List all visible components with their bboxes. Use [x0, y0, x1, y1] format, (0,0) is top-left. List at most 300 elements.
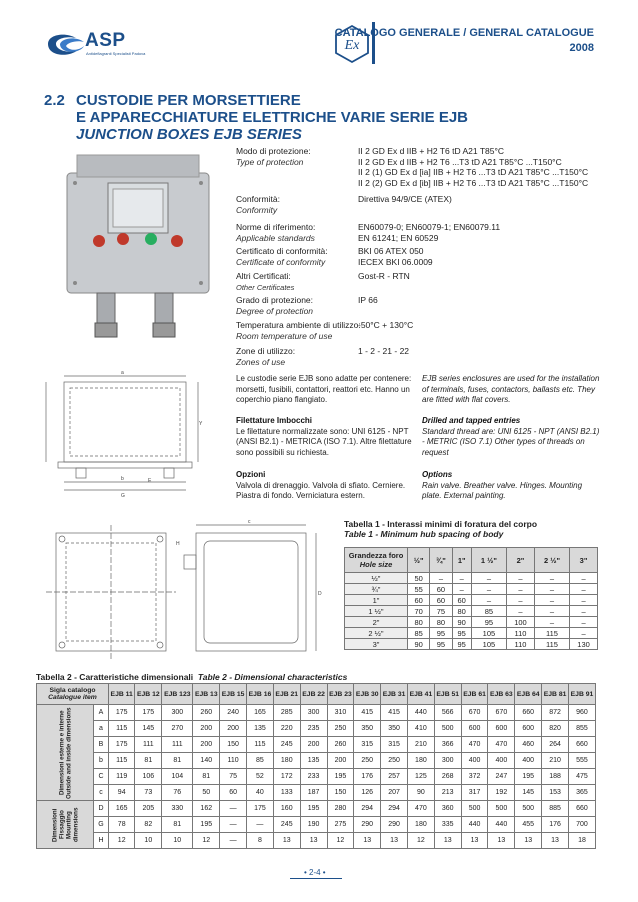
table2-col-header: EJB 61 — [461, 684, 488, 705]
table2-cell: 81 — [162, 817, 193, 833]
table2-cell: 365 — [568, 785, 595, 801]
section-title-2: E APPARECCHIATURE ELETTRICHE VARIE SERIE EJB — [76, 109, 468, 126]
table2-cell: 275 — [327, 817, 354, 833]
table2-cell: 500 — [488, 801, 515, 817]
table2-cell: 150 — [220, 737, 247, 753]
table2-cell: 13 — [354, 833, 381, 849]
table2-cell: 115 — [247, 737, 274, 753]
table2-cell: 257 — [381, 769, 408, 785]
table2-col-header: EJB 30 — [354, 684, 381, 705]
table2-cell: 366 — [434, 737, 461, 753]
table2-row — [37, 785, 596, 801]
table2-col-header: EJB 91 — [568, 684, 595, 705]
table2-row-key: G — [94, 817, 109, 833]
table2-cell: 670 — [488, 705, 515, 721]
table1-col-header: ¾" — [430, 548, 452, 573]
spec-label-other-cert: Altri Certificati: Other Certificates — [236, 271, 295, 292]
spec-values-certificate: BKI 06 ATEX 050 IECEX BKI 06.0009 — [358, 246, 433, 267]
table2-cell: 670 — [461, 705, 488, 721]
table1-cell: 110 — [507, 639, 535, 650]
table2-cell: 200 — [327, 753, 354, 769]
table1-col-header: 3" — [570, 548, 598, 573]
junction-box-photo — [63, 143, 213, 348]
table2-cell: 960 — [568, 705, 595, 721]
table1-cell: – — [507, 606, 535, 617]
table1-col-header: ½" — [408, 548, 430, 573]
table2-cell: 180 — [273, 753, 300, 769]
table2-cell: 145 — [135, 721, 162, 737]
drawing-label-d: D — [318, 591, 322, 597]
spec-label-certificate: Certificato di conformità: Certificate of conformity — [236, 246, 328, 267]
table2-col-header: EJB 13 — [193, 684, 220, 705]
table2-cell: 73 — [135, 785, 162, 801]
table2-cell: 555 — [568, 753, 595, 769]
table2-cell: 195 — [515, 769, 542, 785]
table2-title: Tabella 2 - Caratteristiche dimensionali Table 2 - Dimensional characteristics — [36, 672, 348, 682]
table2-cell: 111 — [135, 737, 162, 753]
table2-cell: 176 — [354, 769, 381, 785]
table2-cell: 500 — [461, 801, 488, 817]
table2-cell: 300 — [434, 753, 461, 769]
table2-cell: 315 — [354, 737, 381, 753]
table1-cell: 80 — [408, 617, 430, 628]
spec-value-zones: 1 - 2 - 21 - 22 — [358, 346, 410, 356]
table2-col-header: EJB 81 — [542, 684, 569, 705]
table2-cell: 60 — [220, 785, 247, 801]
hub-spacing-table — [344, 547, 598, 650]
table1-cell: 95 — [471, 617, 506, 628]
table2-col-header: EJB 21 — [273, 684, 300, 705]
table1-cell: – — [471, 595, 506, 606]
table1-col-header: 1 ½" — [471, 548, 506, 573]
table2-cell: 415 — [354, 705, 381, 721]
drawing-label-c: c — [248, 519, 251, 525]
table2-cell: 81 — [162, 753, 193, 769]
table2-col-header: EJB 16 — [247, 684, 274, 705]
table2-cell: 13 — [300, 833, 327, 849]
table2-col-header: EJB 63 — [488, 684, 515, 705]
intro-en: EJB series enclosures are used for the installation of terminals, fuses, contactors, ballasts etc. They are fitted with flat covers. — [422, 374, 600, 404]
table2-cell: 280 — [327, 801, 354, 817]
table1-cell: 105 — [471, 639, 506, 650]
table2-cell: 247 — [488, 769, 515, 785]
table1-cell: 95 — [430, 628, 452, 639]
table2-col-header: EJB 51 — [434, 684, 461, 705]
table1-cell: 95 — [452, 628, 471, 639]
table1-cell: 105 — [471, 628, 506, 639]
table2-cell: 566 — [434, 705, 461, 721]
table2-cell: 81 — [135, 753, 162, 769]
table2-cell: 135 — [300, 753, 327, 769]
catalog-title: CATALOGO GENERALE / GENERAL CATALOGUE — [334, 27, 594, 39]
table2-cell: 111 — [162, 737, 193, 753]
table2-cell: 90 — [407, 785, 434, 801]
table1-cell: – — [534, 584, 569, 595]
table1-row-header: 1" — [345, 595, 408, 606]
logo-text: ASP — [85, 30, 126, 51]
table1-row-header: 1 ½" — [345, 606, 408, 617]
table2-cell: 200 — [300, 737, 327, 753]
table2-cell: 187 — [300, 785, 327, 801]
table1-cell: 115 — [534, 639, 569, 650]
table1-cell: 60 — [452, 595, 471, 606]
dimensions-table — [36, 683, 596, 849]
table2-cell: 195 — [327, 769, 354, 785]
table2-cell: — — [220, 833, 247, 849]
table2-cell: 13 — [461, 833, 488, 849]
table2-cell: 175 — [135, 705, 162, 721]
table2-cell: 855 — [568, 721, 595, 737]
table1-row-header: ½" — [345, 573, 408, 584]
table2-cell: 176 — [542, 817, 569, 833]
table2-cell: 160 — [273, 801, 300, 817]
table2-col-header: EJB 64 — [515, 684, 542, 705]
intro-it: Le custodie serie EJB sono adatte per contenere: morsetti, fusibili, contattori, reattori etc. Hanno un coperchio piano flangiato. — [236, 374, 412, 404]
spec-label-conformity: Conformità: Conformity — [236, 194, 280, 215]
table1-cell: – — [570, 617, 598, 628]
table2-cell: 317 — [461, 785, 488, 801]
table2-cell: 315 — [381, 737, 408, 753]
table2-col-header: EJB 41 — [407, 684, 434, 705]
spec-value-conformity: Direttiva 94/9/CE (ATEX) — [358, 194, 452, 204]
table2-col-header: EJB 23 — [327, 684, 354, 705]
table2-cell: 245 — [273, 737, 300, 753]
table2-cell: 12 — [109, 833, 135, 849]
drawing-label-g: G — [121, 493, 125, 499]
table2-cell: 400 — [461, 753, 488, 769]
table2-cell: 400 — [515, 753, 542, 769]
table1-cell: – — [430, 573, 452, 584]
table2-cell: 192 — [488, 785, 515, 801]
table2-cell: 106 — [135, 769, 162, 785]
table2-cell: 285 — [273, 705, 300, 721]
section-number: 2.2 — [44, 92, 65, 109]
options-en: Options Rain valve. Breather valve. Hinges. Mounting plate. External painting. — [422, 470, 583, 500]
table2-cell: 240 — [220, 705, 247, 721]
table2-cell: 310 — [327, 705, 354, 721]
table2-col-header: EJB 31 — [381, 684, 408, 705]
table2-cell: 13 — [273, 833, 300, 849]
spec-values-standards: EN60079-0; EN60079-1; EN60079.11 EN 61241; EN 60529 — [358, 222, 501, 243]
table2-cell: 460 — [515, 737, 542, 753]
table2-cell: 13 — [434, 833, 461, 849]
table2-cell: 140 — [193, 753, 220, 769]
table1-row-header: 3" — [345, 639, 408, 650]
table2-cell: 110 — [220, 753, 247, 769]
table1-cell: 95 — [430, 639, 452, 650]
table2-row — [37, 817, 596, 833]
table2-cell: 12 — [407, 833, 434, 849]
table1-cell: 85 — [471, 606, 506, 617]
table2-header-row — [37, 684, 596, 705]
table1-row — [345, 573, 598, 584]
table2-cell: 260 — [193, 705, 220, 721]
table1-col-header: 2 ½" — [534, 548, 569, 573]
table2-cell: 210 — [407, 737, 434, 753]
table2-cell: 440 — [488, 817, 515, 833]
table2-cell: 135 — [247, 721, 274, 737]
group-label-mounting: Dimensioni Fissaggio Mounting dimensions — [37, 801, 94, 849]
table2-cell: 260 — [327, 737, 354, 753]
table2-cell: 200 — [220, 721, 247, 737]
table2-cell: 470 — [461, 737, 488, 753]
table1-corner-header: Grandezza foro Hole size — [345, 548, 408, 573]
catalog-year: 2008 — [569, 42, 594, 54]
table2-row — [37, 801, 596, 817]
table2-cell: 300 — [300, 705, 327, 721]
table1-row — [345, 595, 598, 606]
table2-cell: 264 — [542, 737, 569, 753]
table2-row — [37, 737, 596, 753]
table1-row — [345, 617, 598, 628]
table2-cell: 115 — [109, 753, 135, 769]
table2-cell: 150 — [327, 785, 354, 801]
table2-col-header: EJB 11 — [109, 684, 135, 705]
table1-cell: 110 — [507, 628, 535, 639]
table2-cell: 250 — [327, 721, 354, 737]
table1-cell: – — [471, 584, 506, 595]
table2-cell: 660 — [568, 801, 595, 817]
table2-cell: 153 — [542, 785, 569, 801]
table2-cell: 125 — [407, 769, 434, 785]
table1-cell: – — [570, 573, 598, 584]
table2-cell: 872 — [542, 705, 569, 721]
table2-cell: 94 — [109, 785, 135, 801]
table2-cell: 85 — [247, 753, 274, 769]
table1-cell: – — [570, 595, 598, 606]
table1-col-header: 1" — [452, 548, 471, 573]
table1-cell: – — [452, 584, 471, 595]
spec-value-other-cert: Gost-R - RTN — [358, 271, 410, 281]
drawing-label-a: a — [121, 370, 124, 376]
table1-cell: – — [570, 584, 598, 595]
table2-cell: 210 — [542, 753, 569, 769]
section-title-3: JUNCTION BOXES EJB SERIES — [76, 126, 302, 143]
table2-cell: 180 — [407, 817, 434, 833]
page-header — [0, 0, 638, 70]
table2-row-key: b — [94, 753, 109, 769]
logo-subtitle: Antideflagranti Specialisti Padova — [86, 51, 146, 56]
table2-cell: 82 — [135, 817, 162, 833]
table2-cell: 207 — [381, 785, 408, 801]
table2-cell: 600 — [515, 721, 542, 737]
table1-cell: – — [570, 628, 598, 639]
table2-cell: 188 — [542, 769, 569, 785]
table1-cell: – — [570, 606, 598, 617]
table2-cell: 660 — [568, 737, 595, 753]
table2-col-header: EJB 12 — [135, 684, 162, 705]
table2-cell: 119 — [109, 769, 135, 785]
table2-cell: 126 — [354, 785, 381, 801]
footer-rule — [290, 878, 342, 879]
spec-label-standards: Norme di riferimento: Applicable standards — [236, 222, 316, 243]
table2-cell: 162 — [193, 801, 220, 817]
table2-cell: 195 — [193, 817, 220, 833]
table2-cell: 440 — [407, 705, 434, 721]
table2-cell: 175 — [109, 705, 135, 721]
table2-row — [37, 753, 596, 769]
table2-col-header: EJB 123 — [162, 684, 193, 705]
table2-cell: 500 — [515, 801, 542, 817]
table1-cell: – — [534, 617, 569, 628]
table2-cell: — — [220, 801, 247, 817]
table2-row-key: B — [94, 737, 109, 753]
table1-cell: 80 — [452, 606, 471, 617]
table2-cell: 13 — [542, 833, 569, 849]
table2-cell: 250 — [354, 753, 381, 769]
table2-cell: 700 — [568, 817, 595, 833]
table1-cell: – — [471, 573, 506, 584]
table2-cell: 235 — [300, 721, 327, 737]
table2-cell: 165 — [109, 801, 135, 817]
table2-cell: 213 — [434, 785, 461, 801]
table2-cell: 600 — [488, 721, 515, 737]
group-label-dimensions: Dimensioni esterne e interne Outside and inside dimensions — [37, 705, 94, 801]
table2-row — [37, 721, 596, 737]
table2-cell: 440 — [461, 817, 488, 833]
table1-cell: 115 — [534, 628, 569, 639]
table1-cell: 90 — [452, 617, 471, 628]
table2-cell: 470 — [407, 801, 434, 817]
table2-cell: 78 — [109, 817, 135, 833]
table1-cell: – — [534, 573, 569, 584]
table2-cell: 12 — [193, 833, 220, 849]
table1-row-header: ¾" — [345, 584, 408, 595]
table2-row-key: A — [94, 705, 109, 721]
table2-row-key: c — [94, 785, 109, 801]
table1-cell: – — [452, 573, 471, 584]
table1-cell: 75 — [430, 606, 452, 617]
table2-cell: 233 — [300, 769, 327, 785]
table2-cell: 660 — [515, 705, 542, 721]
spec-label-temperature: Temperatura ambiente di utilizzo: Room temperature of use — [236, 320, 361, 341]
table2-cell: 13 — [381, 833, 408, 849]
table1-cell: – — [507, 573, 535, 584]
table2-row — [37, 705, 596, 721]
table1-row — [345, 628, 598, 639]
table2-cell: 820 — [542, 721, 569, 737]
table2-cell: 205 — [135, 801, 162, 817]
table2-cell: 115 — [109, 721, 135, 737]
table2-cell: 270 — [162, 721, 193, 737]
top-view-drawing — [36, 515, 336, 665]
table2-cell: 40 — [247, 785, 274, 801]
table2-cell: 245 — [273, 817, 300, 833]
table2-cell: 13 — [515, 833, 542, 849]
table2-cell: 350 — [381, 721, 408, 737]
table1-cell: 50 — [408, 573, 430, 584]
table2-cell: — — [247, 817, 274, 833]
table2-row-key: C — [94, 769, 109, 785]
table2-cell: 290 — [354, 817, 381, 833]
table2-cell: 350 — [354, 721, 381, 737]
table2-cell: 190 — [300, 817, 327, 833]
table2-cell: 50 — [193, 785, 220, 801]
table2-col-header: EJB 22 — [300, 684, 327, 705]
table2-cell: 18 — [568, 833, 595, 849]
table2-cell: 165 — [247, 705, 274, 721]
table1-cell: – — [507, 595, 535, 606]
table2-cell: 600 — [461, 721, 488, 737]
table2-corner-header: Sigla catalogo Catalogue item — [37, 684, 109, 705]
table2-cell: 330 — [162, 801, 193, 817]
table1-row-header: 2" — [345, 617, 408, 628]
table1-row — [345, 639, 598, 650]
table2-cell: 220 — [273, 721, 300, 737]
spec-label-zones: Zone di utilizzo: Zones of use — [236, 346, 296, 367]
ex-symbol: Ex — [344, 38, 360, 53]
table2-cell: 133 — [273, 785, 300, 801]
table2-cell: 455 — [515, 817, 542, 833]
table2-row-key: D — [94, 801, 109, 817]
table1-row — [345, 584, 598, 595]
table2-cell: 104 — [162, 769, 193, 785]
table1-cell: 85 — [408, 628, 430, 639]
table1-cell: 130 — [570, 639, 598, 650]
drawing-label-y: Y — [199, 421, 203, 427]
table1-row — [345, 606, 598, 617]
options-it: Opzioni Valvola di drenaggio. Valvola di sfiato. Cerniere. Piastra di fondo. Verniciatura estern. — [236, 470, 406, 500]
table2-cell: 175 — [109, 737, 135, 753]
table2-cell: 415 — [381, 705, 408, 721]
drawing-label-h: H — [176, 541, 180, 547]
table2-cell: 76 — [162, 785, 193, 801]
threads-it: Filettature Imbocchi Le filettature normalizzate sono: UNI 6125 - NPT (ANSI B2.1) - METRICA (ISO 7.1). Altre filettature sono possibili su richiesta. — [236, 416, 412, 457]
table2-cell: 172 — [273, 769, 300, 785]
section-title-1: CUSTODIE PER MORSETTIERE — [76, 92, 301, 109]
table1-title: Tabella 1 - Interassi minimi di foratura del corpo Table 1 - Minimum hub spacing of body — [344, 519, 538, 539]
table2-cell: 290 — [381, 817, 408, 833]
spec-values-protection: II 2 GD Ex d IIB + H2 T6 tD A21 T85°C II 2 GD Ex d IIB + H2 T6 ...T3 tD A21 T85°C ...T150°C II 2 (1) GD Ex d [ia] IIB + H2 T6 ...T3 tD A21 T85°C ...T150°C II 2 (2) GD Ex d [ib] IIB + H2 T6 ...T3 tD A21 T85°C ...T150°C — [358, 146, 589, 188]
table2-row — [37, 833, 596, 849]
table2-cell: 200 — [193, 737, 220, 753]
table1-cell: 55 — [408, 584, 430, 595]
threads-en: Drilled and tapped entries Standard thread are: UNI 6125 - NPT (ANSI B2.1) - METRIC (ISO 7.1) Other types of threads on request — [422, 416, 600, 457]
side-view-drawing — [36, 370, 218, 500]
table2-cell: 13 — [488, 833, 515, 849]
table2-cell: 885 — [542, 801, 569, 817]
table1-cell: 95 — [452, 639, 471, 650]
table2-cell: 268 — [434, 769, 461, 785]
page-number: • 2-4 • — [304, 868, 326, 877]
table2-cell: 75 — [220, 769, 247, 785]
table2-cell: 470 — [488, 737, 515, 753]
table2-cell: 10 — [162, 833, 193, 849]
table2-cell: 12 — [327, 833, 354, 849]
table2-cell: 500 — [434, 721, 461, 737]
table1-cell: 80 — [430, 617, 452, 628]
drawing-label-e: E — [148, 478, 152, 484]
table2-cell: 52 — [247, 769, 274, 785]
table1-cell: 100 — [507, 617, 535, 628]
table2-cell: 400 — [488, 753, 515, 769]
table1-cell: – — [507, 584, 535, 595]
table2-cell: 475 — [568, 769, 595, 785]
table1-cell: – — [534, 595, 569, 606]
spec-value-temperature: -50°C + 130°C — [358, 320, 414, 330]
table2-cell: 294 — [381, 801, 408, 817]
table2-cell: 372 — [461, 769, 488, 785]
table1-cell: 60 — [430, 595, 452, 606]
table2-cell: — — [220, 817, 247, 833]
spec-label-ip: Grado di protezione: Degree of protection — [236, 295, 314, 316]
table2-cell: 81 — [193, 769, 220, 785]
table2-cell: 195 — [300, 801, 327, 817]
table2-cell: 410 — [407, 721, 434, 737]
table1-cell: 70 — [408, 606, 430, 617]
table2-cell: 8 — [247, 833, 274, 849]
table2-row-key: a — [94, 721, 109, 737]
